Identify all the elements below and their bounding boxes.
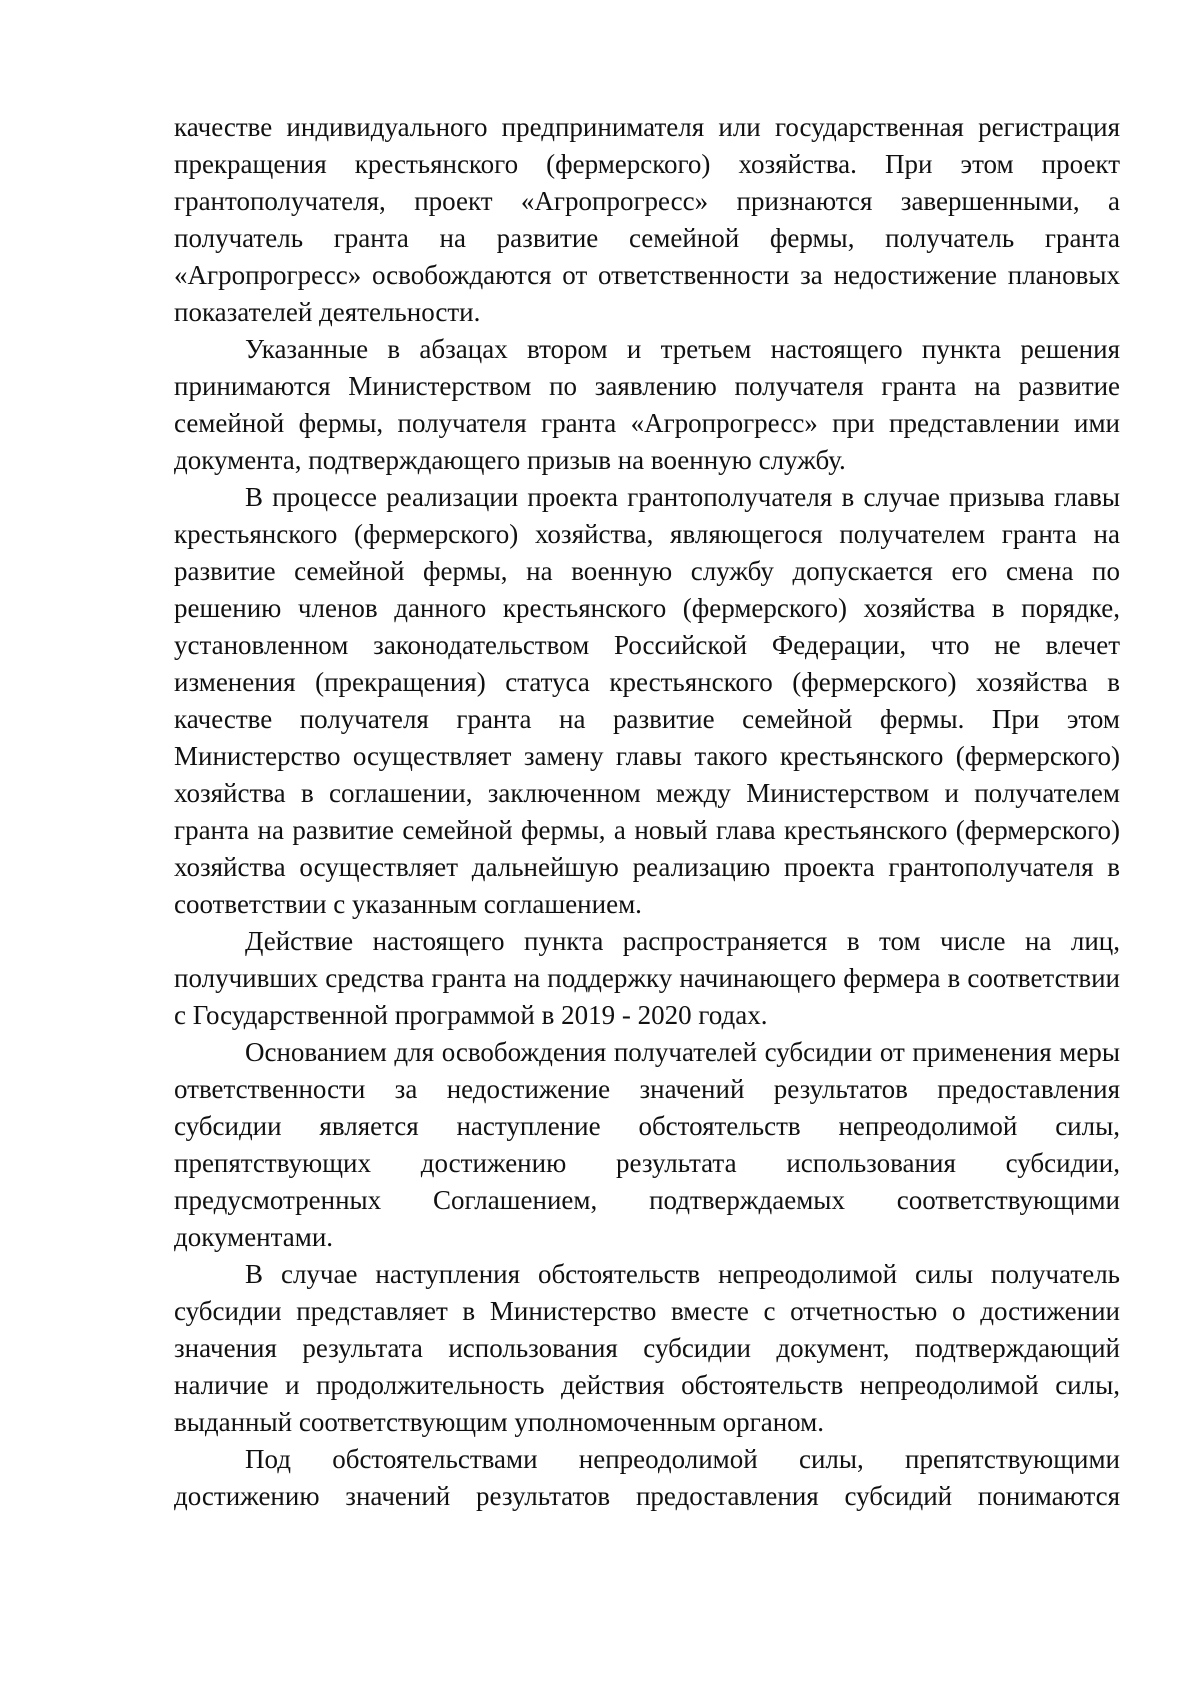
paragraph-6: В случае наступления обстоятельств непреодолимой силы получатель субсидии представляет в Министерство вместе с отчетностью о достижении значения результата использования субсидии документ, подтверждающий наличие и продолжительность действия обстоятельств непреодолимой силы, выданный соответствующим уполномоченным органом. [174, 1259, 1120, 1437]
paragraph-1: качестве индивидуального предпринимателя или государственная регистрация прекращения крестьянского (фермерского) хозяйства. При этом проект грантополучателя, проект «Агропрогресс» признаются завершенными, а получатель гранта на развитие семейной фермы, получатель гранта «Агропрогресс» освобождаются от ответственности за недостижение плановых показателей деятельности. [174, 112, 1120, 327]
document-page [174, 109, 1120, 1515]
paragraph-7: Под обстоятельствами непреодолимой силы, препятствующими достижению значений результатов предоставления субсидий понимаются [174, 1444, 1120, 1511]
paragraph-5: Основанием для освобождения получателей субсидии от применения меры ответственности за недостижение значений результатов предоставления субсидии является наступление обстоятельств непреодолимой силы, препятствующих достижению результата использования субсидии, предусмотренных Соглашением, подтверждаемых соответствующими документами. [174, 1037, 1120, 1252]
paragraph-3: В процессе реализации проекта грантополучателя в случае призыва главы крестьянского (фермерского) хозяйства, являющегося получателем гранта на развитие семейной фермы, на военную службу допускается его смена по решению членов данного крестьянского (фермерского) хозяйства в порядке, установленном законодательством Российской Федерации, что не влечет изменения (прекращения) статуса крестьянского (фермерского) хозяйства в качестве получателя гранта на развитие семейной фермы. При этом Министерство осуществляет замену главы такого крестьянского (фермерского) хозяйства в соглашении, заключенном между Министерством и получателем гранта на развитие семейной фермы, а новый глава крестьянского (фермерского) хозяйства осуществляет дальнейшую реализацию проекта грантополучателя в соответствии с указанным соглашением. [174, 482, 1120, 919]
paragraph-2: Указанные в абзацах втором и третьем настоящего пункта решения принимаются Министерством по заявлению получателя гранта на развитие семейной фермы, получателя гранта «Агропрогресс» при представлении ими документа, подтверждающего призыв на военную службу. [174, 334, 1120, 475]
paragraph-4: Действие настоящего пункта распространяется в том числе на лиц, получивших средства гранта на поддержку начинающего фермера в соответствии с Государственной программой в 2019 - 2020 годах. [174, 926, 1120, 1030]
